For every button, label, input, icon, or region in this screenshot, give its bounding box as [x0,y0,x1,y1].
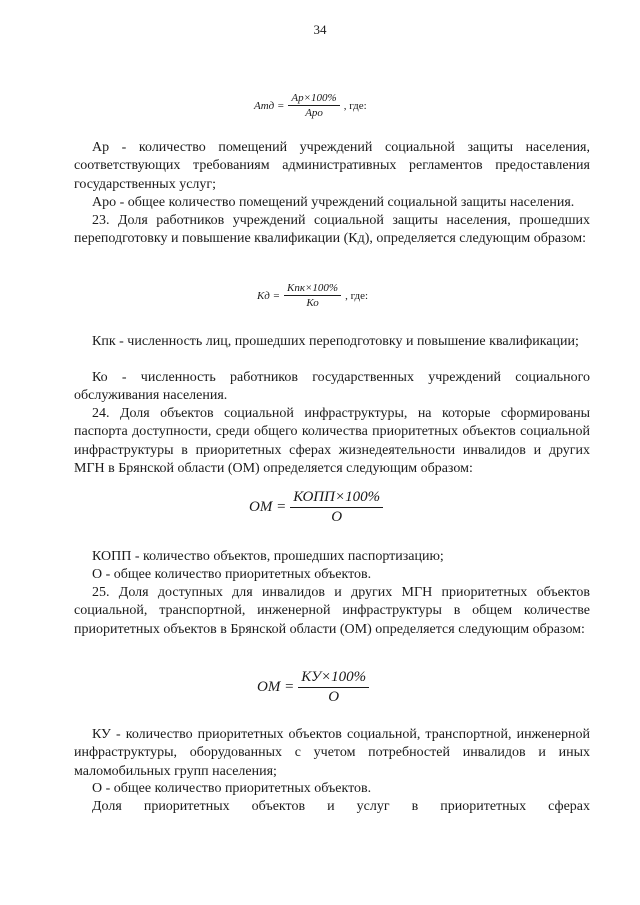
formula-kd [257,282,368,309]
fraction-denominator: О [331,509,343,525]
formula-om-2 [257,669,369,706]
paragraph-ar: Ар - количество помещений учреждений социальной защиты населения, соответствующих требованиям административных регламентов предоставления государственных услуг; [74,140,590,192]
fraction-denominator: О [328,689,340,705]
paragraph-24: 24. Доля объектов социальной инфраструктуры, на которые сформированы паспорта доступности, среди общего количества приоритетных объектов социальной инфраструктуры в приоритетных сферах жизнедеятельности инвалидов и других МГН в Брянской области (ОМ) определяется следующим образом: [74,406,590,476]
fraction-numerator: Ар×100% [288,92,339,106]
formula-tail: , где: [343,99,367,112]
formula-atd [254,92,367,119]
paragraph-23: 23. Доля работников учреждений социальной защиты населения, прошедших переподготовку и повышение квалификации (Кд), определяется следующим образом: [74,213,590,247]
fraction [284,282,341,309]
fraction-denominator: Ко [306,297,319,309]
paragraph-last: Доля приоритетных объектов и услуг в приоритетных сферах [92,799,590,814]
formula-om-1 [249,489,383,526]
formula-tail: , где: [345,289,369,302]
paragraph-o-1: О - общее количество приоритетных объектов. [92,567,372,582]
fraction [288,92,339,119]
formula-lhs: Атд = [254,99,285,112]
formula-lhs: Кд = [257,289,281,302]
page-number: 34 [313,22,327,37]
formula-lhs: ОМ = [257,679,295,695]
paragraph-aro: Аро - общее количество помещений учреждений социальной защиты населения. [92,195,575,210]
fraction-denominator: Аро [305,107,323,119]
fraction-numerator: Кпк×100% [284,282,341,296]
paragraph-25: 25. Доля доступных для инвалидов и других МГН приоритетных объектов социальной, транспортной, инженерной инфраструктуры в общем количестве приоритетных объектов в Брянской области (ОМ) определяется следующим образом: [74,585,590,637]
paragraph-kpk: Кпк - численность лиц, прошедших переподготовку и повышение квалификации; [92,334,579,349]
paragraph-kopp: КОПП - количество объектов, прошедших паспортизацию; [92,549,444,564]
paragraph-o-2: О - общее количество приоритетных объектов. [92,781,372,796]
fraction-numerator: КУ×100% [298,669,369,688]
paragraph-ko: Ко - численность работников государственных учреждений социального обслуживания населения. [74,370,590,404]
fraction [290,489,383,526]
paragraph-ku: КУ - количество приоритетных объектов социальной, транспортной, инженерной инфраструктуры, оборудованных с учетом потребностей инвалидов и иных маломобильных групп населения; [74,727,590,779]
formula-lhs: ОМ = [249,499,287,515]
fraction-numerator: КОПП×100% [290,489,383,508]
fraction [298,669,369,706]
